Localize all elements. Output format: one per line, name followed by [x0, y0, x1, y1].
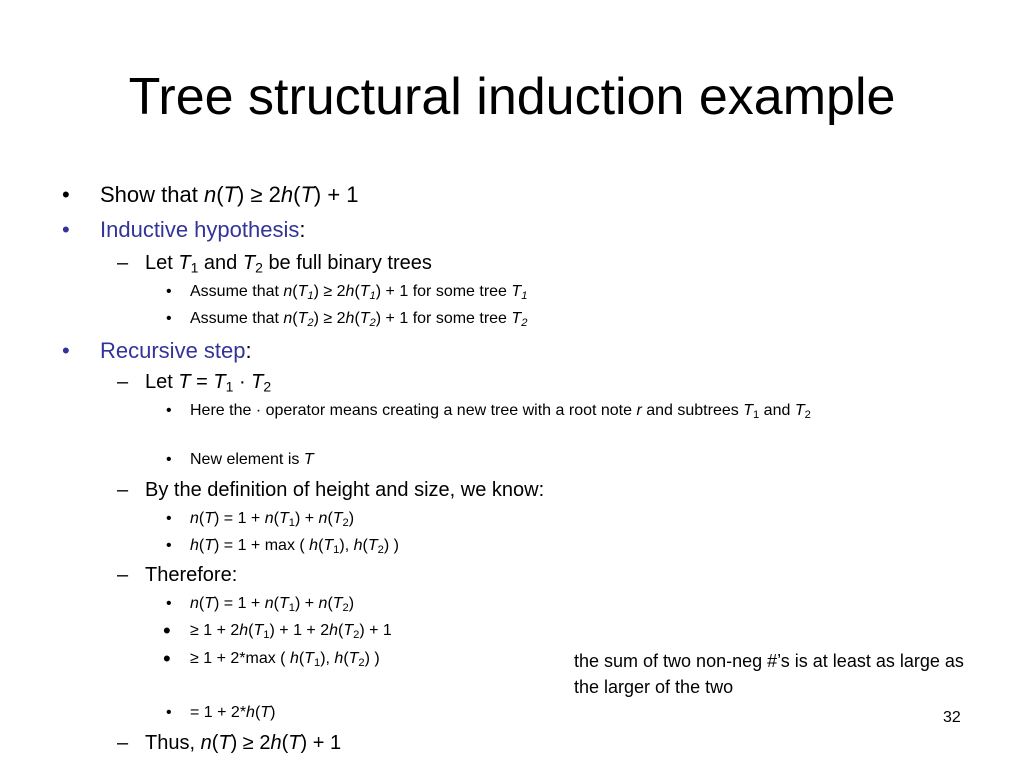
dash-marker: – [117, 252, 129, 274]
bullet-inductive-hypothesis: Inductive hypothesis: [100, 217, 306, 242]
bullet-marker: • [163, 646, 171, 671]
operator-explanation: Here the · operator means creating a new tree with a root note r and subtrees $T_1$ and $T_2$ [190, 402, 811, 421]
bullet-marker: • [62, 338, 70, 363]
formula-step-1: $n(T) = 1 + n(T_1) + n(T_2)$ [190, 595, 355, 614]
new-element: New element is T [190, 451, 314, 468]
formula-step-4: = 1 + 2*h(T) [190, 704, 276, 721]
assume-t2: Assume that $n(T_2) \ge 2h(T_2) + 1$ for some tree $T_2$ [190, 310, 528, 329]
bullet-show-that: Show that n(T) ≥ 2h(T) + 1 [100, 182, 359, 207]
bullet-marker: • [166, 451, 172, 468]
bullet-marker: • [62, 182, 70, 207]
sub-bullet-thus: Thus, n(T) ≥ 2h(T) + 1 [145, 732, 342, 754]
dash-marker: – [117, 371, 129, 393]
dash-marker: – [117, 732, 129, 754]
bullet-marker: • [166, 537, 172, 554]
bullet-marker: • [166, 595, 172, 612]
sub-bullet-let-trees: Let $T_1$ and $T_2$ be full binary trees [145, 252, 432, 276]
slide-title: Tree structural induction example [128, 68, 896, 126]
dash-marker: – [117, 564, 129, 586]
formula-n-def: $n(T) = 1 + n(T_1) + n(T_2)$ [190, 510, 355, 529]
bullet-recursive-step: Recursive step: [100, 338, 252, 363]
formula-step-3: ≥ 1 + 2*max ( $h(T_1)$, $h(T_2)$ ) [190, 650, 380, 669]
dash-marker: – [117, 479, 129, 501]
formula-h-def: h(T) = 1 + max ( $h(T_1)$, $h(T_2)$ ) [190, 537, 399, 556]
page-number: 32 [943, 709, 961, 726]
bullet-marker: • [163, 618, 171, 643]
bullet-marker: • [166, 510, 172, 527]
bullet-marker: • [166, 310, 172, 327]
bullet-marker: • [62, 217, 70, 242]
sub-bullet-therefore: Therefore: [145, 564, 238, 586]
bullet-marker: • [166, 402, 172, 419]
sub-bullet-let-t: Let $T = T_1 \cdot T_2$ [145, 371, 272, 395]
formula-step-2: ≥ $1 + 2h(T_1) + 1 + 2h(T_2) + 1$ [190, 622, 392, 641]
side-note: the sum of two non-neg #’s is at least as large as the larger of the two [574, 651, 964, 697]
sub-bullet-by-definition: By the definition of height and size, we know: [145, 479, 545, 501]
assume-t1: Assume that $n(T_1) \ge 2h(T_1) + 1$ for some tree $T_1$ [190, 283, 528, 302]
bullet-marker: • [166, 704, 172, 721]
bullet-marker: • [166, 283, 172, 300]
